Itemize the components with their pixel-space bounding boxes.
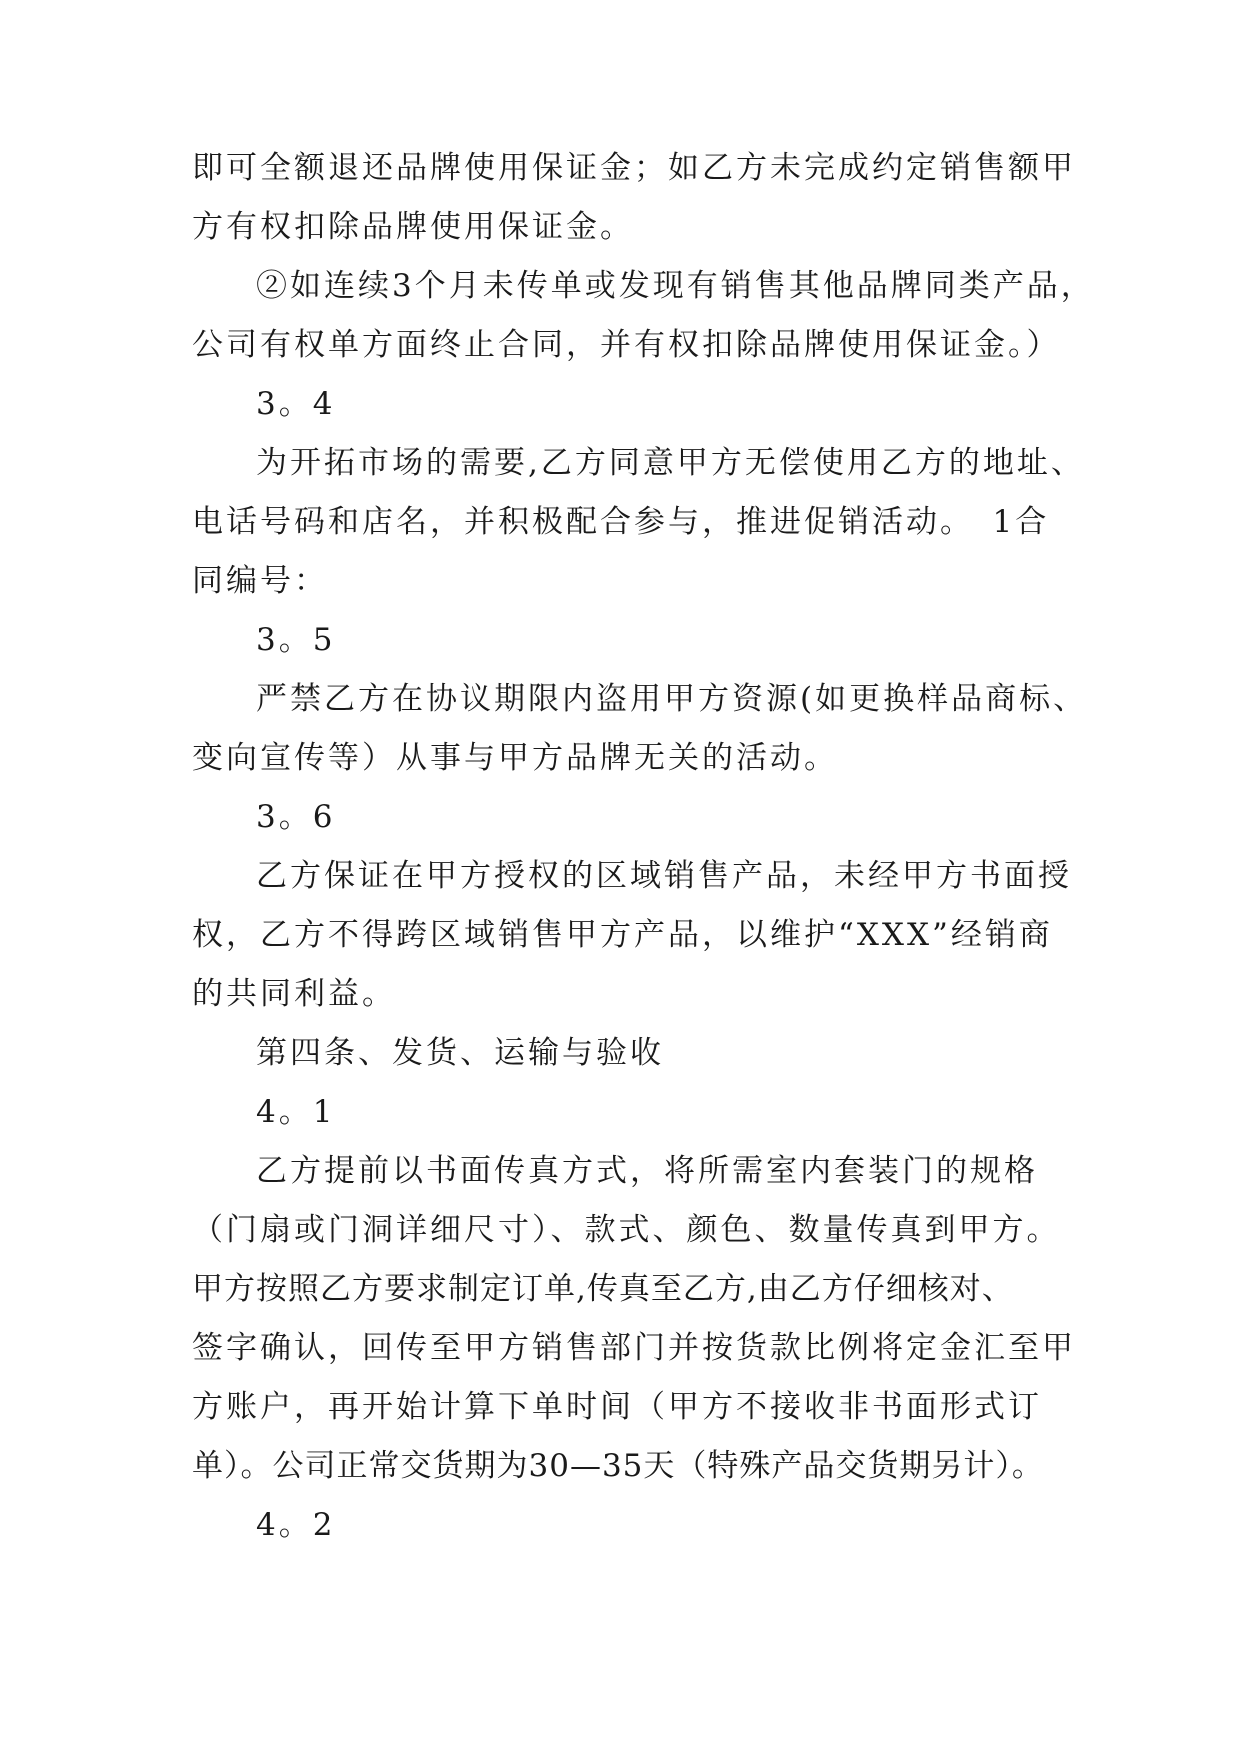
section-number-3-6: 3。6 (256, 799, 336, 835)
text-line-13: 乙方保证在甲方授权的区域销售产品，未经甲方书面授 (256, 858, 1072, 894)
text-line-4: 公司有权单方面终止合同，并有权扣除品牌使用保证金。） (192, 327, 1061, 363)
text-line-2: 方有权扣除品牌使用保证金。 (192, 209, 634, 245)
section-number-4-2: 4。2 (256, 1507, 336, 1543)
text-line-15: 的共同利益。 (192, 976, 396, 1012)
text-line-22: 方账户，再开始计算下单时间（甲方不接收非书面形式订 (192, 1389, 1042, 1425)
text-line-23: 单）。公司正常交货期为30—35天（特殊产品交货期另计）。 (192, 1448, 1044, 1484)
text-line-6: 为开拓市场的需要,乙方同意甲方无偿使用乙方的地址、 (256, 445, 1085, 481)
text-line-21: 签字确认，回传至甲方销售部门并按货款比例将定金汇至甲 (192, 1330, 1076, 1366)
text-line-14: 权，乙方不得跨区域销售甲方产品，以维护“XXX”经销商 (192, 917, 1053, 953)
article-heading-4: 第四条、发货、运输与验收 (256, 1035, 664, 1071)
section-number-3-4: 3。4 (256, 386, 336, 422)
section-number-3-5: 3。5 (256, 622, 336, 658)
text-line-7: 电话号码和店名，并积极配合参与，推进促销活动。 1合 (192, 504, 1050, 540)
text-line-20: 甲方按照乙方要求制定订单,传真至乙方,由乙方仔细核对、 (192, 1271, 1014, 1307)
text-line-1: 即可全额退还品牌使用保证金；如乙方未完成约定销售额甲 (192, 150, 1076, 186)
text-line-18: 乙方提前以书面传真方式，将所需室内套装门的规格 (256, 1153, 1038, 1189)
text-line-3: ②如连续3个月未传单或发现有销售其他品牌同类产品， (256, 268, 1095, 304)
section-number-4-1: 4。1 (256, 1094, 336, 1130)
text-line-8: 同编号： (192, 563, 328, 599)
text-line-10: 严禁乙方在协议期限内盗用甲方资源(如更换样品商标、 (256, 681, 1088, 717)
text-line-11: 变向宣传等）从事与甲方品牌无关的活动。 (192, 740, 838, 776)
text-line-19: （门扇或门洞详细尺寸）、款式、颜色、数量传真到甲方。 (192, 1212, 1061, 1248)
